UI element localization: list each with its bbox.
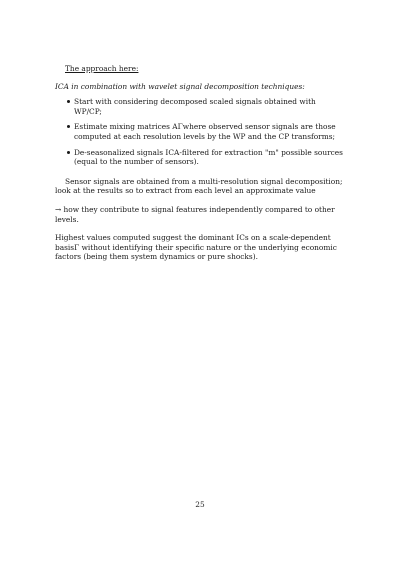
bullet-text: De-seasonalized signals ICA-filtered for extraction "m" possible sources (equal to the number of sensors). [74, 147, 343, 167]
paragraph-highest-values: Highest values computed suggest the dominant ICs on a scale-dependent basisΓ without identifying their specific nature or the underlying economic factors (being them system dynamics or pure shocks). [55, 233, 337, 262]
paragraph-contribution: → how they contribute to signal features independently compared to other levels. [55, 204, 335, 224]
bullet-icon [67, 100, 70, 103]
bullet-item-3 [67, 148, 345, 167]
bullet-item-2 [67, 122, 345, 141]
bullet-text: Start with considering decomposed scaled signals obtained with WP/CP; [74, 97, 316, 116]
bullet-icon [67, 125, 70, 128]
bullet-icon [67, 151, 70, 154]
page-content [55, 64, 345, 271]
intro-line: ICA in combination with wavelet signal decomposition techniques: [55, 81, 305, 91]
section-heading: The approach here: [65, 64, 139, 73]
page-number: 25 [195, 500, 205, 509]
bullet-text: Estimate mixing matrices AΓwhere observed sensor signals are those computed at each resolution levels by the WP and the CP transforms; [74, 122, 336, 141]
bullet-list [55, 97, 345, 167]
bullet-item-1 [67, 97, 345, 116]
paragraph-sensor-signals: Sensor signals are obtained from a multi-resolution signal decomposition; look at the results so to extract from each level an approximate value [55, 176, 343, 196]
